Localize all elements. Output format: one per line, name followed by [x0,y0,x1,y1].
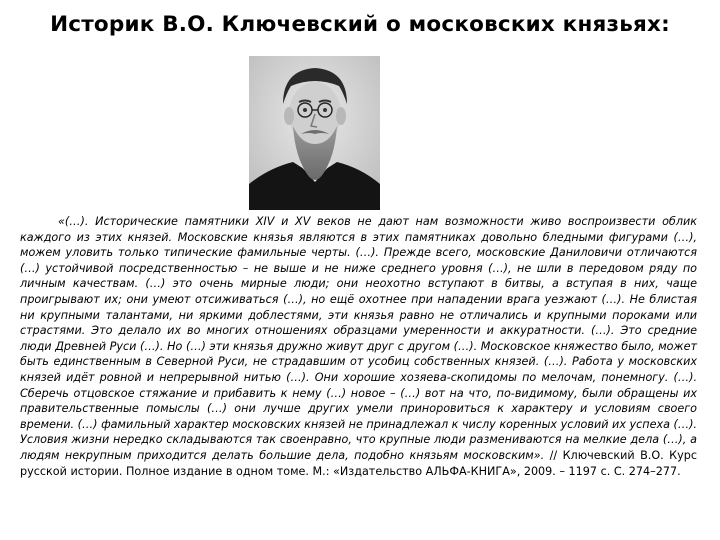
citation: // Ключевский В.О. Курс русской истории. Полное издание в одном томе. М.: «Издательство АЛЬФА-КНИГА», 2009. – 1197 с. С. 274–277. [20,448,697,478]
slide-title: Историк В.О. Ключевский о московских князьях: [50,12,670,37]
portrait-image [249,56,380,210]
quote-body: «(…). Исторические памятники XIV и XV веков не дают нам возможности живо воспроизвести облик каждого из этих князей. Московские князья являются в этих памятниках довольно бледными фигурами (…), можем уловить только типические фамильные черты. (…). Прежде всего, московские Даниловичи отличаются (…) устойчивой посредственностью – не выше и не ниже среднего уровня (…), не шли в передовом ряду по личным качествам. (…) это очень мирные люди; они неохотно вступают в битвы, а вступая в них, чаще проигрывают их; они умеют отсиживаться (…), но ещё охотнее при нападении врага уезжают (…). Не блистая ни крупными талантами, ни яркими доблестями, эти князья равно не отличались и крупными пороками или страстями. Это делало их во многих отношениях образцами умеренности и аккуратности. (…). Это средние люди Древней Руси (…). Но (…) эти князья дружно живут друг с другом (…). Московское княжество было, может быть единственным в Северной Руси, не страдавшим от усобиц собственных князей. (…). Работа у московских князей идёт ровной и непрерывной нитью (…). Они хорошие хозяева-скопидомы по мелочам, понемногу. (…). Сберечь отцовское стяжание и прибавить к нему (…) новое – (…) вот на что, по-видимому, были обращены их правительственные помыслы (…) они лучше других умели приноровиться к характеру и условиям своего времени. (…) фамильный характер московских князей не принадлежал к числу коренных условий их успеха (…). Условия жизни нередко складываются так своенравно, что крупные люди размениваются на мелкие дела (…), а людям некрупным приходится делать большие дела, подобно князьям московским». [20,215,697,462]
quote-text [20,214,697,479]
